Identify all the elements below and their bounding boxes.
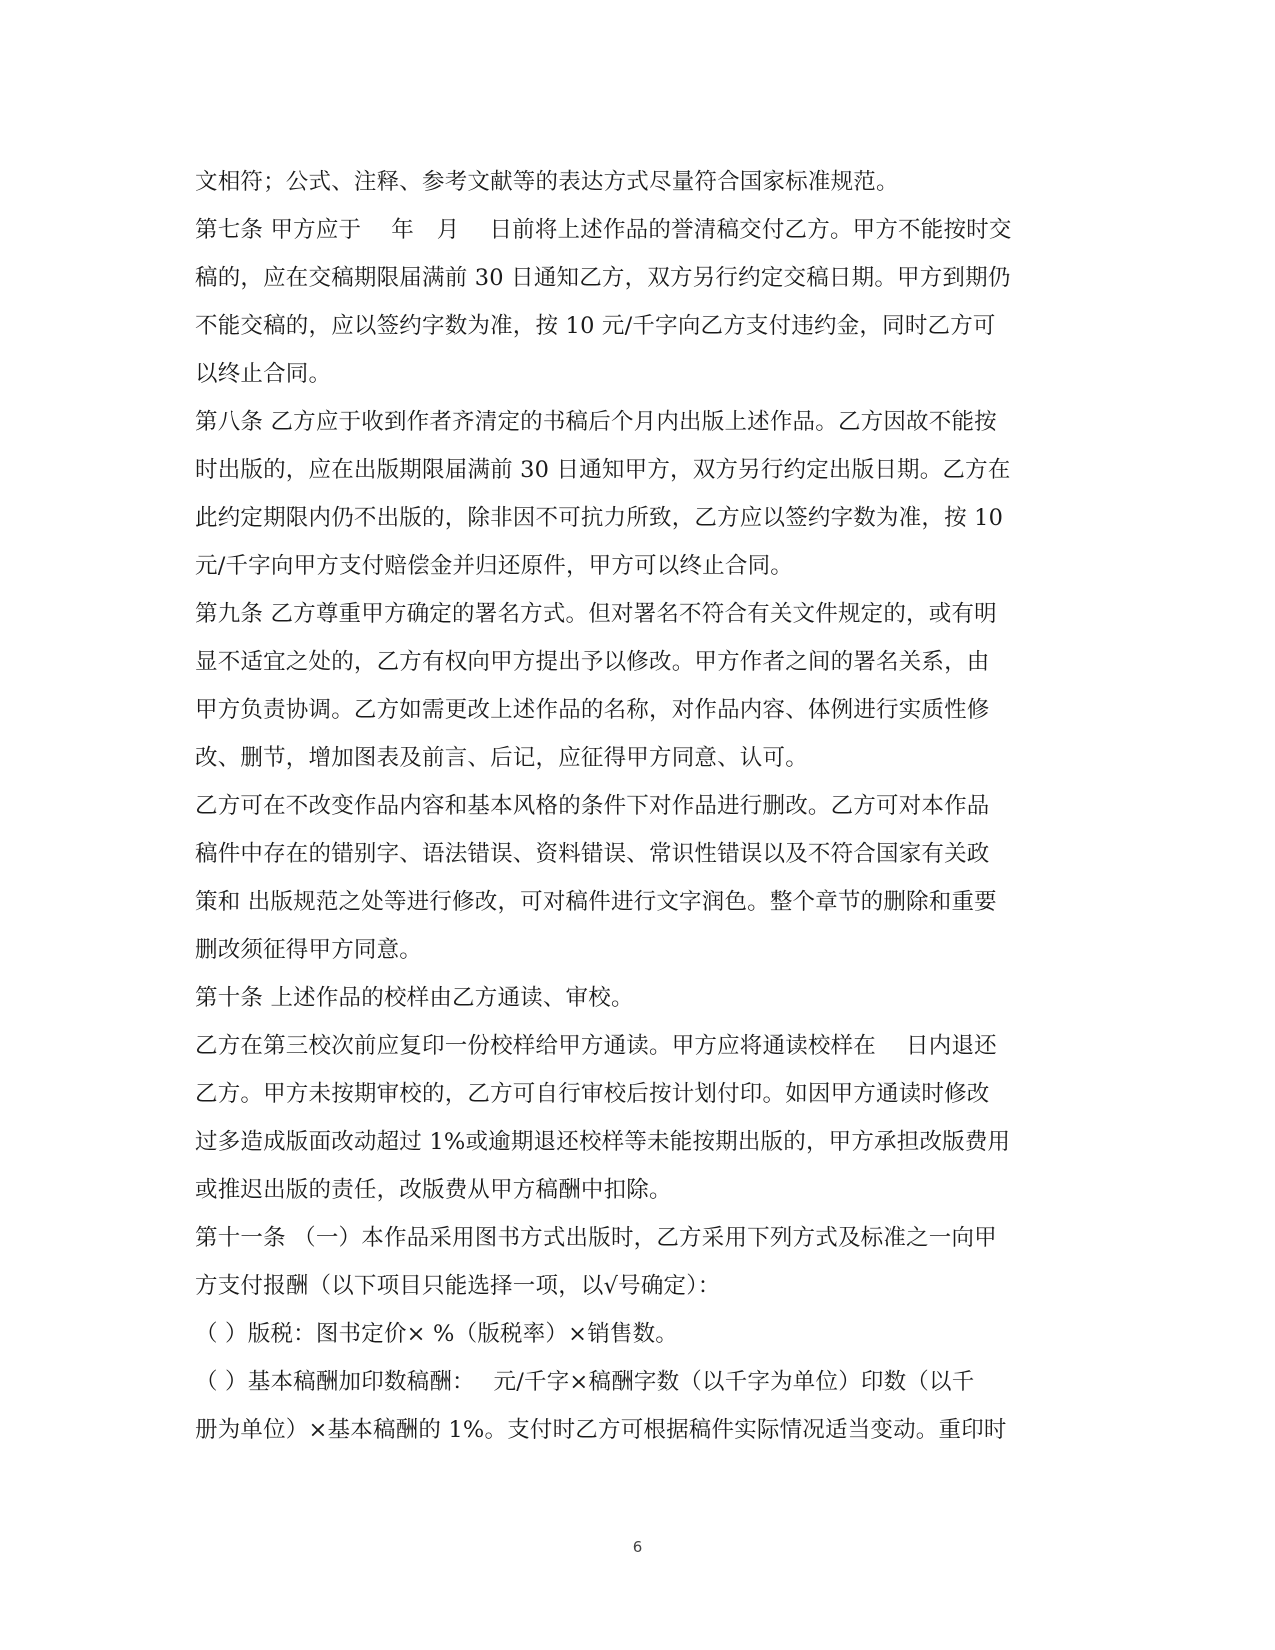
text-line: （ ）版税：图书定价× %（版税率）×销售数。	[195, 1321, 678, 1347]
text-line: 乙方。甲方未按期审校的，乙方可自行审校后按计划付印。如因甲方通读时修改	[195, 1081, 990, 1107]
text-line: 乙方可在不改变作品内容和基本风格的条件下对作品进行删改。乙方可对本作品	[195, 793, 990, 819]
text-line: 第八条 乙方应于收到作者齐清定的书稿后个月内出版上述作品。乙方因故不能按	[195, 409, 997, 435]
text-line: 第九条 乙方尊重甲方确定的署名方式。但对署名不符合有关文件规定的，或有明	[195, 601, 997, 627]
text-line: 第十一条 （一）本作品采用图书方式出版时，乙方采用下列方式及标准之一向甲	[195, 1225, 997, 1251]
text-line: 册为单位）×基本稿酬的 1%。支付时乙方可根据稿件实际情况适当变动。重印时	[195, 1417, 1007, 1443]
text-line: 不能交稿的，应以签约字数为准，按 10 元/千字向乙方支付违约金，同时乙方可	[195, 313, 996, 339]
text-line: 方支付报酬（以下项目只能选择一项，以√号确定）：	[195, 1273, 721, 1299]
text-line: 显不适宜之处的，乙方有权向甲方提出予以修改。甲方作者之间的署名关系，由	[195, 649, 990, 675]
text-line: 第十条 上述作品的校样由乙方通读、审校。	[195, 985, 634, 1011]
text-line: 甲方负责协调。乙方如需更改上述作品的名称，对作品内容、体例进行实质性修	[195, 697, 990, 723]
text-line: 第七条 甲方应于 年 月 日前将上述作品的誉清稿交付乙方。甲方不能按时交	[195, 217, 1012, 243]
text-line: 过多造成版面改动超过 1%或逾期退还校样等未能按期出版的，甲方承担改版费用	[195, 1129, 1011, 1155]
text-line: 改、删节，增加图表及前言、后记，应征得甲方同意、认可。	[195, 745, 808, 771]
text-line: 文相符；公式、注释、参考文献等的表达方式尽量符合国家标准规范。	[195, 169, 899, 195]
text-line: 稿件中存在的错别字、语法错误、资料错误、常识性错误以及不符合国家有关政	[195, 841, 990, 867]
text-line: 以终止合同。	[195, 361, 332, 387]
text-line: （ ）基本稿酬加印数稿酬： 元/千字×稿酬字数（以千字为单位）印数（以千	[195, 1369, 975, 1395]
page-number: 6	[632, 1538, 643, 1556]
text-line: 稿的，应在交稿期限届满前 30 日通知乙方，双方另行约定交稿日期。甲方到期仍	[195, 265, 1011, 291]
text-line: 此约定期限内仍不出版的，除非因不可抗力所致，乙方应以签约字数为准，按 10	[195, 505, 1004, 531]
text-line: 元/千字向甲方支付赔偿金并归还原件，甲方可以终止合同。	[195, 553, 793, 579]
text-line: 乙方在第三校次前应复印一份校样给甲方通读。甲方应将通读校样在 日内退还	[195, 1033, 997, 1059]
text-line: 或推迟出版的责任，改版费从甲方稿酬中扣除。	[195, 1177, 672, 1203]
text-line: 策和 出版规范之处等进行修改，可对稿件进行文字润色。整个章节的删除和重要	[195, 889, 997, 915]
contract-body-text	[195, 158, 1087, 1454]
text-line: 时出版的，应在出版期限届满前 30 日通知甲方，双方另行约定出版日期。乙方在	[195, 457, 1011, 483]
text-line: 删改须征得甲方同意。	[195, 937, 423, 963]
